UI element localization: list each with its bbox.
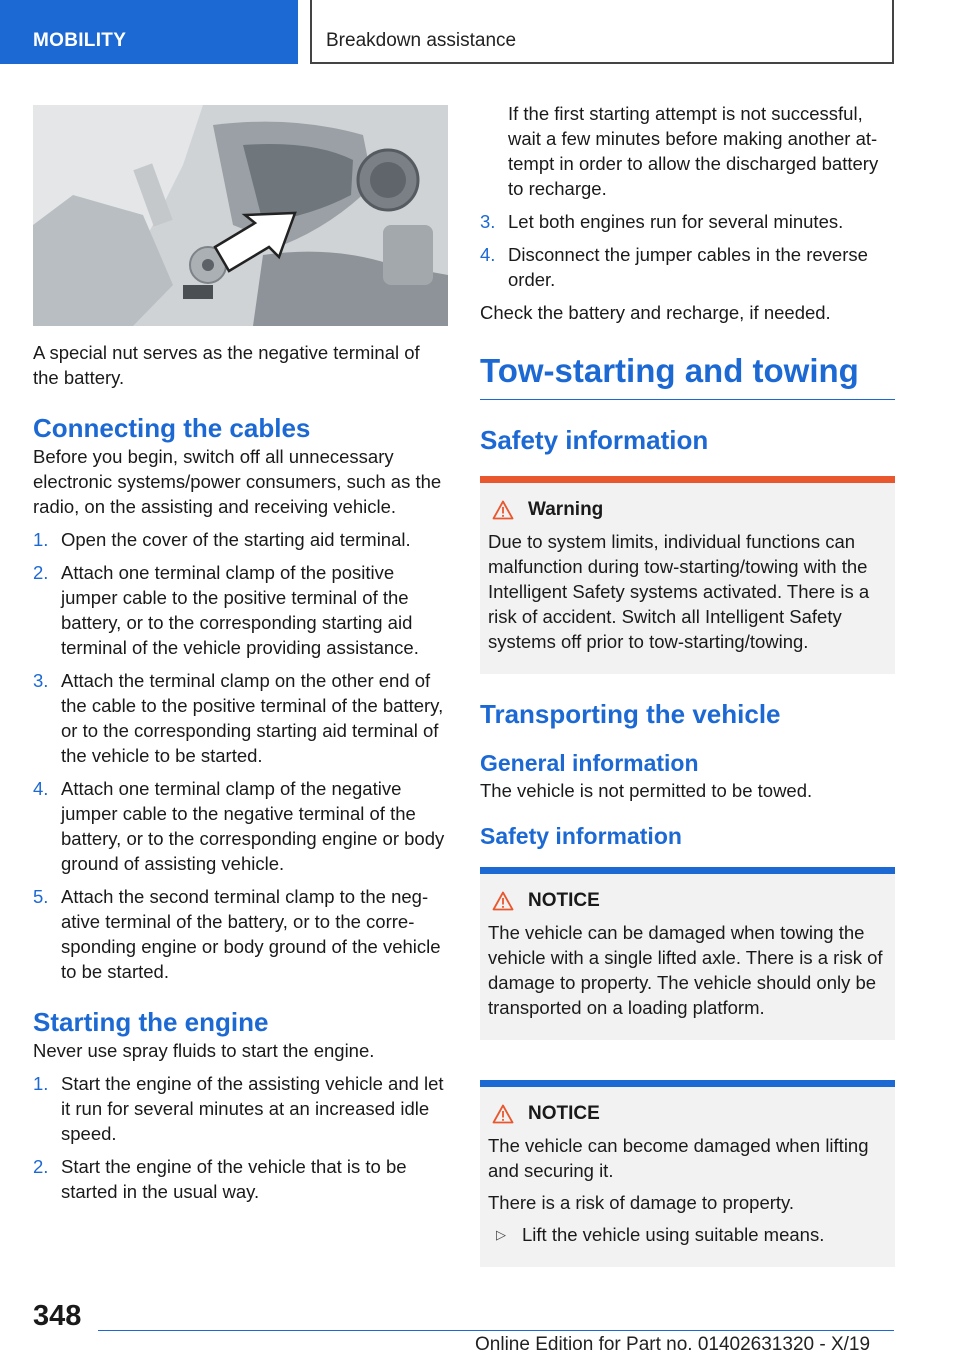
check-battery-text: Check the battery and recharge, if needed. — [480, 302, 831, 323]
left-column — [33, 105, 448, 1204]
list-item: 1. Start the engine of the assisting vehicle and let it run for several minutes at an increased idle speed. — [33, 1073, 444, 1144]
edition-text: Online Edition for Part no. 01402631320 - X/19 — [475, 1334, 871, 1355]
right-column — [480, 101, 895, 1267]
notice-title: NOTICE — [488, 1101, 887, 1127]
notice-text: There is a risk of damage to property. — [488, 1192, 795, 1213]
connecting-intro: Before you begin, switch off all unnecessary electronic systems/power consumers, such as the radio, on the assisting and receiving vehicle. — [33, 446, 442, 517]
notice-box-towing — [480, 867, 895, 1040]
list-item: 2. Start the engine of the vehicle that is to be started in the usual way. — [33, 1156, 407, 1202]
photo-caption: A special nut serves as the negative terminal of the battery. — [33, 342, 420, 388]
notice-triangle-icon — [492, 891, 514, 911]
list-item: 4. Disconnect the jumper cables in the reverse order. — [480, 244, 868, 290]
notice-box-lifting — [480, 1080, 895, 1267]
notice-text: The vehicle can be damaged when towing the vehicle with a single lifted axle. There is a risk of damage to property. The vehicle should only be transported on a loading platform. — [488, 922, 883, 1018]
bullet-triangle-icon: ▷ — [496, 1227, 506, 1242]
heading-transporting: Transporting the vehicle — [480, 699, 781, 729]
notice-title: NOTICE — [488, 888, 887, 914]
chapter-title: Breakdown assistance — [326, 30, 517, 51]
page-number: 348 — [33, 1300, 82, 1332]
list-item: 1. Open the cover of the starting aid terminal. — [33, 529, 411, 550]
footer-divider — [98, 1330, 894, 1331]
section-title: MOBILITY — [33, 30, 127, 51]
warning-title: Warning — [488, 497, 887, 523]
list-item: 5. Attach the second terminal clamp to the negative terminal of the battery, or to the corresponding engine or body ground of the vehicle to be started. — [33, 886, 441, 982]
continuation-text: If the first starting attempt is not successful, wait a few minutes before making another attempt in order to allow the discharged battery to recharge. — [508, 103, 879, 199]
heading-general-information: General information — [480, 750, 699, 776]
section-tab — [0, 0, 298, 64]
heading-connecting-cables: Connecting the cables — [33, 413, 311, 443]
list-item: 3. Let both engines run for several minutes. — [480, 211, 844, 232]
general-text: The vehicle is not permitted to be towed. — [480, 780, 813, 801]
starting-intro: Never use spray fluids to start the engine. — [33, 1040, 375, 1061]
warning-triangle-icon — [492, 500, 514, 520]
starting-steps — [33, 1071, 448, 1204]
chapter-tab — [310, 0, 894, 64]
final-steps — [480, 209, 895, 292]
notice-text: The vehicle can become damaged when lifting and securing it. — [488, 1135, 869, 1181]
connecting-steps — [33, 527, 448, 984]
heading-starting-engine: Starting the engine — [33, 1007, 269, 1037]
warning-box — [480, 476, 895, 674]
list-item: ▷ Lift the vehicle using suitable means. — [496, 1224, 825, 1245]
engine-bay-illustration — [33, 105, 448, 326]
engine-bay-photo — [33, 105, 448, 326]
warning-text: Due to system limits, individual functions can malfunction during tow-starting/towing with the Intelligent Safety systems activated. There is a risk of accident. Switch all Intelligent Safety systems off prior to tow-starting/towing. — [488, 531, 870, 652]
heading-safety-information: Safety information — [480, 425, 709, 455]
heading-safety-information-2: Safety information — [480, 823, 682, 849]
list-item: 2. Attach one terminal clamp of the positive jumper cable to the positive terminal of the battery, or to the corresponding starting aid terminal of the vehicle providing assistance. — [33, 562, 419, 658]
notice-triangle-icon — [492, 1104, 514, 1124]
list-item: 3. Attach the terminal clamp on the other end of the cable to the positive terminal of the battery, or to the corresponding starting aid terminal of the vehicle to be started. — [33, 670, 444, 766]
heading-tow-starting: Tow-starting and towing — [480, 351, 895, 400]
list-item: 4. Attach one terminal clamp of the negative jumper cable to the negative terminal of the battery, or to the corresponding engine or body ground of assisting vehicle. — [33, 778, 445, 874]
